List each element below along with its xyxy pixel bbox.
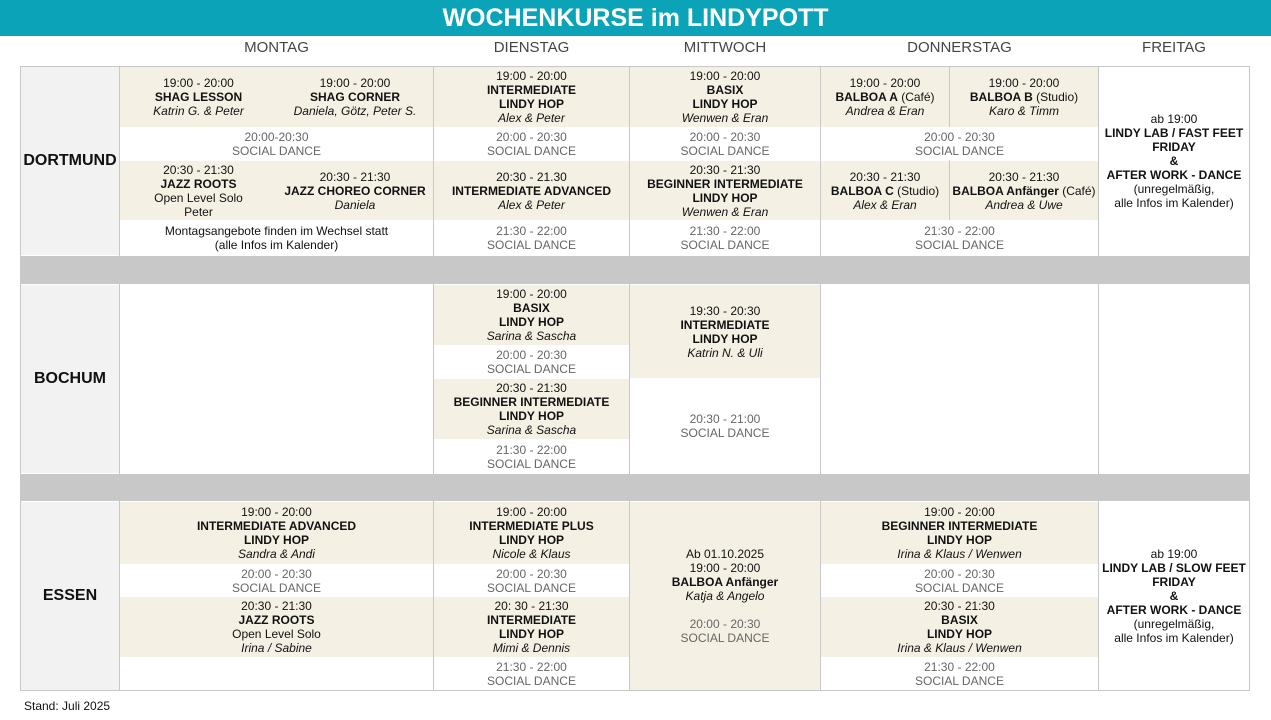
course-name: INTERMEDIATE xyxy=(486,613,577,627)
course-teachers: Wenwen & Eran xyxy=(681,204,769,219)
social-dance-label: SOCIAL DANCE xyxy=(680,238,770,252)
course-time: 20:30 - 21.30 xyxy=(496,169,567,184)
course-cell xyxy=(1099,502,1249,690)
social-dance-time: 21:30 - 22:00 xyxy=(496,442,567,457)
day-header-mittwoch: MITTWOCH xyxy=(683,39,767,56)
social-dance-label: SOCIAL DANCE xyxy=(680,426,770,440)
course-level: Open Level Solo xyxy=(232,627,321,641)
course-time: 19:00 - 20:00 xyxy=(988,76,1060,90)
row-separator xyxy=(21,474,1249,501)
social-dance-cell xyxy=(434,440,629,473)
note-line: (unregelmäßig, xyxy=(1133,617,1215,631)
course-time: 19:00 - 20:00 xyxy=(689,69,761,83)
social-dance-time: 20:00-20:30 xyxy=(244,130,309,144)
course-teachers: Karo & Timm xyxy=(989,104,1059,118)
social-dance-time: 21:30 - 22:00 xyxy=(924,660,995,674)
social-dance-time: 20:00 - 20:30 xyxy=(241,566,312,581)
grid-line xyxy=(20,690,1250,691)
social-dance-label: SOCIAL DANCE xyxy=(680,631,770,645)
course-name: BASIX xyxy=(706,83,744,97)
social-dance-label: SOCIAL DANCE xyxy=(915,144,1004,158)
course-cell xyxy=(120,597,433,657)
row-separator xyxy=(21,256,1249,284)
course-cell xyxy=(821,67,949,127)
course-cell xyxy=(1099,67,1249,255)
day-header-montag: MONTAG xyxy=(244,39,309,56)
city-dortmund: DORTMUND xyxy=(21,67,119,255)
course-time: 20:30 - 21:30 xyxy=(988,169,1060,184)
course-name: LINDY HOP xyxy=(692,97,758,111)
social-dance-time: 20:00 - 20:30 xyxy=(689,130,761,144)
social-dance-cell xyxy=(434,128,629,160)
course-name: INTERMEDIATE xyxy=(486,83,577,97)
course-time: ab 19:00 xyxy=(1150,547,1198,561)
course-teachers: Daniela, Götz, Peter S. xyxy=(293,104,417,118)
grid-line xyxy=(1249,66,1250,691)
course-name: BALBOA C xyxy=(830,183,894,198)
social-dance-time: 20:00 - 20:30 xyxy=(496,348,567,362)
social-dance-label: SOCIAL DANCE xyxy=(487,456,576,471)
course-name: LINDY LAB / SLOW FEET xyxy=(1102,561,1246,575)
social-dance-cell xyxy=(434,346,629,378)
grid-line xyxy=(820,66,821,691)
course-teachers: Daniela xyxy=(334,197,376,212)
social-dance-cell xyxy=(630,379,820,473)
course-time: 19:00 - 20:00 xyxy=(241,505,312,519)
course-cell xyxy=(434,67,629,127)
social-dance-cell xyxy=(120,565,433,596)
course-name: BALBOA Anfänger xyxy=(671,575,779,589)
course-cell xyxy=(120,67,277,127)
course-name: BEGINNER INTERMEDIATE xyxy=(453,395,610,409)
course-name: AFTER WORK - DANCE xyxy=(1106,168,1242,182)
course-teachers: Mimi & Dennis xyxy=(492,641,571,655)
day-header-dienstag: DIENSTAG xyxy=(493,39,570,56)
course-name: LINDY HOP xyxy=(498,409,565,423)
course-name: LINDY HOP xyxy=(692,190,758,205)
course-name: LINDY LAB / FAST FEET xyxy=(1104,126,1244,140)
course-time: 20:30 - 21:30 xyxy=(496,381,567,395)
course-teachers: Katrin N. & Uli xyxy=(687,345,763,360)
course-name: INTERMEDIATE ADVANCED xyxy=(196,519,357,533)
grid-line xyxy=(119,66,120,691)
social-dance-label: SOCIAL DANCE xyxy=(487,674,576,688)
social-dance-time: 20:00 - 20:30 xyxy=(689,617,761,631)
social-dance-label: SOCIAL DANCE xyxy=(487,144,576,158)
course-teachers: Alex & Peter xyxy=(498,111,565,125)
grid-line xyxy=(629,66,630,691)
course-teachers: Katja & Angelo xyxy=(685,589,765,603)
course-teachers: Irina & Klaus / Wenwen xyxy=(897,547,1022,561)
course-cell xyxy=(630,285,820,378)
social-dance-time: 21:30 - 22:00 xyxy=(496,660,567,674)
social-dance-cell xyxy=(120,128,433,160)
course-time: 19:00 - 20:00 xyxy=(319,76,391,90)
social-dance-cell xyxy=(434,565,629,596)
social-dance-time: 20:00 - 20:30 xyxy=(924,566,995,581)
course-time: 20:30 - 21:30 xyxy=(163,162,234,177)
course-name: SHAG CORNER xyxy=(309,90,400,104)
social-dance-cell xyxy=(630,221,820,255)
course-name: FRIDAY xyxy=(1152,140,1196,154)
social-dance-label: SOCIAL DANCE xyxy=(232,144,321,158)
city-bochum: BOCHUM xyxy=(21,285,119,473)
course-teachers: Irina / Sabine xyxy=(241,641,312,655)
course-teachers: Alex & Peter xyxy=(498,197,565,212)
social-dance-time: 21:30 - 22:00 xyxy=(496,224,567,238)
grid-line xyxy=(949,66,950,127)
course-name: AFTER WORK - DANCE xyxy=(1106,603,1242,617)
social-dance-label: SOCIAL DANCE xyxy=(487,238,576,252)
course-time: ab 19:00 xyxy=(1150,112,1198,126)
note-line: alle Infos im Kalender) xyxy=(1114,196,1234,210)
course-time: 19:00 - 20:00 xyxy=(689,561,761,575)
note-line: (alle Infos im Kalender) xyxy=(214,238,339,252)
course-name: LINDY HOP xyxy=(498,97,565,111)
course-location: (Studio) xyxy=(1032,90,1079,104)
course-cell xyxy=(120,161,277,220)
social-dance-cell xyxy=(434,658,629,690)
course-time: 19:00 - 20:00 xyxy=(924,505,995,519)
course-name: LINDY HOP xyxy=(692,331,758,346)
course-time: 20:30 - 21:30 xyxy=(689,162,761,177)
course-cell xyxy=(434,161,629,220)
course-name: & xyxy=(1169,154,1179,168)
course-name: BEGINNER INTERMEDIATE xyxy=(881,519,1038,533)
grid-line xyxy=(433,66,434,691)
social-dance-cell xyxy=(821,565,1098,596)
note-line: (unregelmäßig, xyxy=(1133,182,1215,196)
course-teachers: Andrea & Eran xyxy=(845,104,925,118)
social-dance-cell xyxy=(630,128,820,160)
course-teachers: Sarina & Sascha xyxy=(486,423,577,437)
course-cell xyxy=(434,379,629,439)
day-header-freitag: FREITAG xyxy=(1142,39,1206,56)
city-essen: ESSEN xyxy=(21,502,119,690)
course-name: BASIX xyxy=(513,301,550,315)
social-dance-time: 20:30 - 21:00 xyxy=(689,412,761,426)
social-dance-time: 21:30 - 22:00 xyxy=(689,224,761,238)
grid-line xyxy=(949,160,950,220)
course-cell xyxy=(434,502,629,564)
social-dance-label: SOCIAL DANCE xyxy=(915,238,1004,252)
course-name: INTERMEDIATE xyxy=(680,317,770,332)
course-cell xyxy=(821,597,1098,657)
course-teachers: Alex & Eran xyxy=(853,197,917,212)
social-dance-label: SOCIAL DANCE xyxy=(232,580,321,595)
day-header-donnerstag: DONNERSTAG xyxy=(907,39,1012,56)
social-dance-time: 20:00 - 20:30 xyxy=(496,566,567,581)
page-title: WOCHENKURSE im LINDYPOTT xyxy=(0,0,1271,36)
course-name: INTERMEDIATE ADVANCED xyxy=(451,183,612,198)
course-time: 20:30 - 21:30 xyxy=(241,599,312,613)
grid-line xyxy=(1098,66,1099,691)
note-cell xyxy=(120,221,433,255)
social-dance-label: SOCIAL DANCE xyxy=(915,674,1004,688)
course-level: Open Level Solo xyxy=(154,190,243,205)
course-name: LINDY HOP xyxy=(926,533,993,547)
course-time: 19:00 - 20:00 xyxy=(496,287,567,301)
course-time: 20: 30 - 21:30 xyxy=(494,599,569,613)
course-teachers: Irina & Klaus / Wenwen xyxy=(897,641,1022,655)
course-name: BALBOA B xyxy=(969,90,1033,104)
grid-line xyxy=(20,66,1250,67)
course-teachers: Wenwen & Eran xyxy=(681,111,769,125)
course-cell xyxy=(630,67,820,127)
status-date: Stand: Juli 2025 xyxy=(24,699,111,713)
course-teachers: Andrea & Uwe xyxy=(985,197,1063,212)
course-name: LINDY HOP xyxy=(498,533,565,547)
course-time: 19:00 - 20:00 xyxy=(849,76,921,90)
course-location: (Café) xyxy=(1058,183,1096,198)
course-teachers: Katrin G. & Peter xyxy=(153,104,244,118)
course-name: & xyxy=(1169,589,1179,603)
course-cell xyxy=(434,597,629,657)
note-line: Montagsangebote finden im Wechsel statt xyxy=(164,224,389,238)
course-cell xyxy=(821,161,949,220)
course-time: 19:00 - 20:00 xyxy=(496,505,567,519)
course-name: BEGINNER INTERMEDIATE xyxy=(647,176,803,191)
course-location: (Café) xyxy=(897,90,935,104)
course-start-date: Ab 01.10.2025 xyxy=(685,547,765,561)
course-teachers: Peter xyxy=(184,204,213,219)
social-dance-time: 20:00 - 20:30 xyxy=(924,130,995,144)
course-name: BALBOA A xyxy=(835,90,898,104)
course-name: SHAG LESSON xyxy=(154,90,243,104)
course-teachers: Nicole & Klaus xyxy=(492,547,571,561)
course-cell xyxy=(950,67,1098,127)
course-name: BASIX xyxy=(941,613,978,627)
course-cell xyxy=(277,67,433,127)
social-dance-time: 20:00 - 20:30 xyxy=(496,130,567,144)
course-name: LINDY HOP xyxy=(498,315,565,329)
course-name: LINDY HOP xyxy=(926,627,993,641)
course-time: 20:30 - 21:30 xyxy=(319,169,391,184)
course-time: 19:00 - 20:00 xyxy=(496,69,567,83)
course-cell xyxy=(630,161,820,220)
course-teachers: Sandra & Andi xyxy=(238,547,315,561)
social-dance-label: SOCIAL DANCE xyxy=(487,580,576,595)
course-name: JAZZ ROOTS xyxy=(238,613,315,627)
social-dance-cell xyxy=(821,221,1098,255)
note-line: alle Infos im Kalender) xyxy=(1114,631,1234,645)
course-cell xyxy=(277,161,433,220)
social-dance-label: SOCIAL DANCE xyxy=(680,144,770,158)
social-dance-label: SOCIAL DANCE xyxy=(487,362,576,376)
social-dance-cell xyxy=(821,658,1098,690)
course-time: 20:30 - 21:30 xyxy=(924,599,995,613)
course-cell xyxy=(434,285,629,345)
course-time: 19:30 - 20:30 xyxy=(689,303,761,318)
course-cell xyxy=(120,502,433,564)
course-location: (Studio) xyxy=(893,183,940,198)
course-teachers: Sarina & Sascha xyxy=(486,329,577,343)
course-name: BALBOA Anfänger xyxy=(952,183,1059,198)
social-dance-cell xyxy=(434,221,629,255)
course-name: LINDY HOP xyxy=(243,533,310,547)
social-dance-label: SOCIAL DANCE xyxy=(915,580,1004,595)
course-name: FRIDAY xyxy=(1152,575,1196,589)
course-name: JAZZ CHOREO CORNER xyxy=(284,183,426,198)
course-name: JAZZ ROOTS xyxy=(160,176,237,191)
social-dance-time: 21:30 - 22:00 xyxy=(924,224,995,238)
course-cell xyxy=(630,502,820,690)
course-name: LINDY HOP xyxy=(498,627,565,641)
course-cell xyxy=(950,161,1098,220)
course-name: INTERMEDIATE PLUS xyxy=(469,519,594,533)
course-time: 20:30 - 21:30 xyxy=(849,169,921,184)
social-dance-cell xyxy=(821,128,1098,160)
grid-line xyxy=(20,66,21,691)
course-cell xyxy=(821,502,1098,564)
course-time: 19:00 - 20:00 xyxy=(163,76,234,90)
